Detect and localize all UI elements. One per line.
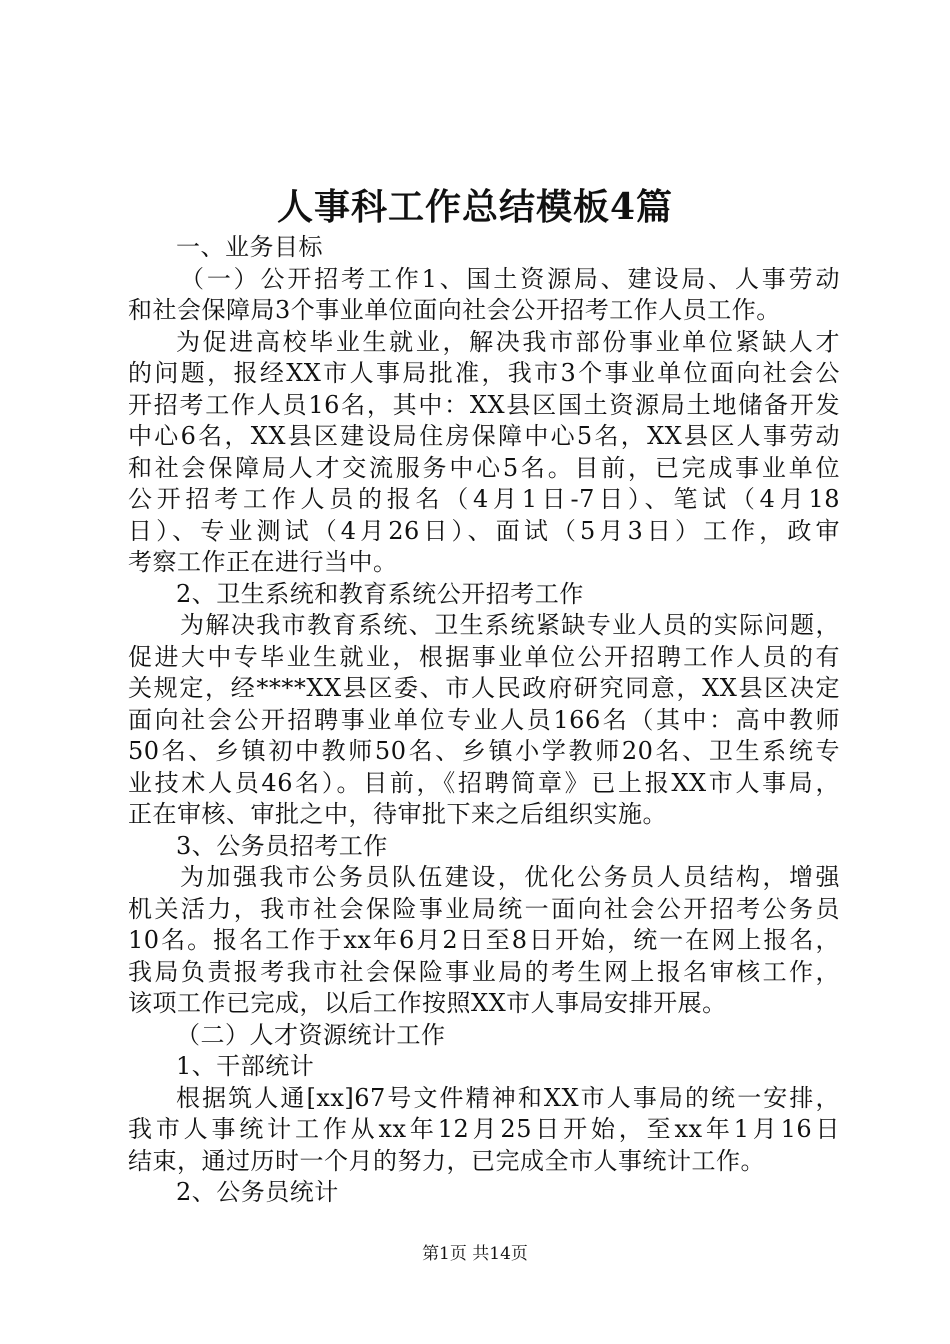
document-body: [128, 232, 840, 1209]
section-heading: 2、公务员统计: [176, 1178, 339, 1206]
paragraph-line: 为加强我市公务员队伍建设，优化公务员人员结构，增强: [180, 863, 840, 891]
paragraph-line: 10名。报名工作于xx年6月2日至8日开始，统一在网上报名，: [128, 926, 840, 954]
paragraph-line: 结束，通过历时一个月的努力，已完成全市人事统计工作。: [128, 1146, 765, 1175]
section-heading: 2、卫生系统和教育系统公开招考工作: [176, 579, 584, 608]
paragraph-line: 根据筑人通[xx]67号文件精神和XX市人事局的统一安排，: [176, 1083, 840, 1112]
paragraph-line: 机关活力，我市社会保险事业局统一面向社会公开招考公务员: [128, 894, 840, 923]
page-number-footer: 第1页 共14页: [422, 1244, 528, 1264]
paragraph-line: 促进大中专毕业生就业，根据事业单位公开招聘工作人员的有: [128, 642, 840, 671]
paragraph-line: 50名、乡镇初中教师50名、乡镇小学教师20名、卫生系统专: [128, 737, 840, 765]
section-heading: 1、干部统计: [176, 1052, 315, 1080]
section-heading: （二）人才资源统计工作: [176, 1020, 446, 1049]
paragraph-line: 正在审核、审批之中，待审批下来之后组织实施。: [128, 800, 667, 828]
section-heading: 3、公务员招考工作: [176, 831, 388, 860]
document-title: 人事科工作总结模板4篇: [276, 186, 674, 228]
paragraph-line: 业技术人员46名）。目前，《招聘简章》已上报XX市人事局，: [128, 768, 840, 797]
paragraph-line: 为解决我市教育系统、卫生系统紧缺专业人员的实际问题，: [180, 611, 840, 639]
paragraph-line: 关规定，经****XX县区委、市人民政府研究同意，XX县区决定: [128, 674, 840, 702]
paragraph-line: 考察工作正在进行当中。: [128, 548, 398, 576]
paragraph-line: 和社会保障局3个事业单位面向社会公开招考工作人员工作。: [128, 296, 781, 324]
paragraph-line: 我市人事统计工作从xx年12月25日开始，至xx年1月16日: [128, 1115, 840, 1143]
paragraph-line: 和社会保障局人才交流服务中心5名。目前，已完成事业单位: [128, 453, 840, 482]
paragraph-line: 该项工作已完成，以后工作按照XX市人事局安排开展。: [128, 989, 727, 1017]
paragraph-line: 开招考工作人员16名，其中：XX县区国土资源局土地储备开发: [128, 390, 840, 419]
paragraph-line: 为促进高校毕业生就业，解决我市部份事业单位紧缺人才: [176, 327, 840, 356]
section-heading: 一、业务目标: [176, 233, 323, 261]
paragraph-line: 日）、专业测试（4月26日）、面试（5月3日）工作，政审: [128, 516, 840, 545]
paragraph-line: （一）公开招考工作1、国土资源局、建设局、人事劳动: [180, 264, 840, 293]
paragraph-line: 面向社会公开招聘事业单位专业人员166名（其中：高中教师: [128, 705, 840, 734]
paragraph-line: 中心6名，XX县区建设局住房保障中心5名，XX县区人事劳动: [128, 422, 840, 450]
paragraph-line: 我局负责报考我市社会保险事业局的考生网上报名审核工作，: [128, 957, 840, 986]
paragraph-line: 公开招考工作人员的报名（4月1日-7日）、笔试（4月18: [128, 485, 840, 513]
paragraph-line: 的问题，报经XX市人事局批准，我市3个事业单位面向社会公: [128, 359, 840, 387]
